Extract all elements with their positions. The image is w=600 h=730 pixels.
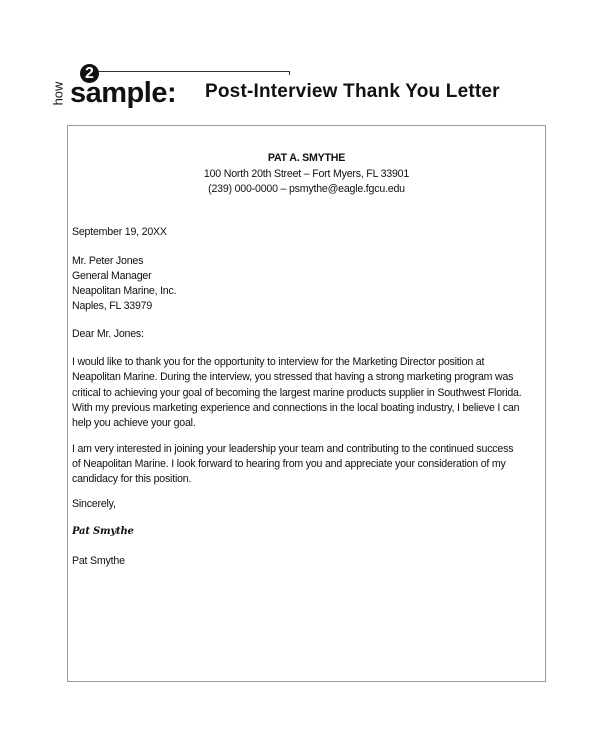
- typed-name: Pat Smythe: [72, 555, 125, 567]
- paragraph-1-line: help you achieve your goal.: [72, 417, 196, 429]
- paragraph-2-line: candidacy for this position.: [72, 473, 192, 485]
- recipient-line: Mr. Peter Jones: [72, 255, 144, 267]
- paragraph-1-line: With my previous marketing experience and connections in the local boating industry, I believe I can: [72, 402, 520, 414]
- closing: Sincerely,: [72, 498, 116, 510]
- paragraph-1-line: critical to achieving your goal of becoming the largest marine products supplier in Southwest Florida.: [72, 387, 522, 399]
- sender-address: 100 North 20th Street – Fort Myers, FL 33901: [203, 168, 410, 180]
- paragraph-2-line: I am very interested in joining your leadership your team and contributing to the continued success: [72, 443, 514, 455]
- logo-two: 2: [80, 64, 99, 83]
- logo-how: how: [50, 81, 66, 106]
- logo-rule: [94, 71, 290, 72]
- paragraph-2-line: of Neapolitan Marine. I look forward to hearing from you and appreciate your consideration of my: [72, 458, 506, 470]
- recipient-line: Naples, FL 33979: [72, 300, 153, 312]
- signature: Pat Smythe: [72, 526, 134, 537]
- paragraph-1-line: I would like to thank you for the opportunity to interview for the Marketing Director position at: [72, 356, 485, 368]
- logo-sample: sample:: [70, 77, 177, 109]
- salutation: Dear Mr. Jones:: [72, 328, 144, 340]
- sender-contact: (239) 000-0000 – psmythe@eagle.fgcu.edu: [208, 183, 405, 195]
- page-title: Post-Interview Thank You Letter: [205, 81, 500, 102]
- paragraph-1-line: Neapolitan Marine. During the interview, you stressed that having a strong marketing program was: [72, 371, 514, 383]
- recipient-line: General Manager: [72, 270, 152, 282]
- sender-name: PAT A. SMYTHE: [267, 152, 346, 164]
- recipient-line: Neapolitan Marine, Inc.: [72, 285, 177, 297]
- letter-date: September 19, 20XX: [72, 226, 167, 238]
